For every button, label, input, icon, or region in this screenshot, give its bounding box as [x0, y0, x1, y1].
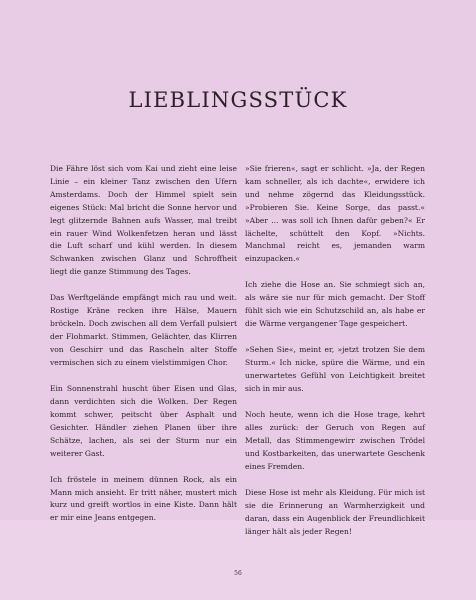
left-column: [50, 163, 237, 538]
paragraph: »Sehen Sie«, meint er, »jetzt trotzen Sie dem Sturm.« Ich nicke, spüre die Wärme, und ein unerwartetes Gefühl von Leichtigkeit breitet sich in mir aus.: [245, 345, 425, 393]
paragraph: Ein Sonnenstrahl huscht über Eisen und Glas, dann verdichten sich die Wolken. Der Regen kommt schwer, peitscht über Asphalt und Gesichter. Händler ziehen Planen über ihre Schätze, lachen, als sei der Sturm nur ein weiterer Gast.: [50, 383, 237, 458]
paragraph: Diese Hose ist mehr als Kleidung. Für mich ist sie die Erinnerung an Warmherzigkeit und daran, dass ein Augenblick der Freundlichkeit länger hält als jeder Regen!: [245, 487, 425, 536]
paragraph: Noch heute, wenn ich die Hose trage, kehrt alles zurück: der Geruch von Regen auf Metall, das Stimmengewirr zwischen Trödel und Kostbarkeiten, das unerwartete Geschenk eines Fremden.: [245, 410, 425, 471]
right-column: [245, 163, 425, 552]
paragraph: Ich fröstele in meinem dünnen Rock, als ein Mann mich ansieht. Er tritt näher, mustert mich kurz und greift wortlos in eine Kiste. Dann hält er mir eine Jeans entgegen.: [50, 474, 237, 523]
paragraph: »Sie frieren«, sagt er schlicht. »Ja, der Regen kam schneller, als ich dachte«, erwidere ich und nehme zögernd das Kleidungsstück. »Probieren Sie. Keine Sorge, das passt.« »Aber ... was soll ich Ihnen dafür geben?« Er lächelte, schüttelt den Kopf. »Nichts. Manchmal reicht es, jemanden warm einzupacken.«: [245, 164, 425, 264]
page-title: LIEBLINGSSTÜCK: [128, 88, 348, 112]
paragraph: Die Fähre löst sich vom Kai und zieht eine leise Linie – ein kleiner Tanz zwischen den Ufern Amsterdams. Doch der Himmel spielt sein eigenes Stück: Mal bricht die Sonne hervor und legt glitzernde Bahnen aufs Wasser, mal treibt ein rauer Wind Wolkenfetzen heran und lässt die Luft scharf und kühl werden. In diesem Schwanken zwischen Glanz und Schroffheit liegt die ganze Stimmung des Tages.: [50, 164, 237, 277]
paragraph: Das Werftgelände empfängt mich rau und weit. Rostige Kräne recken ihre Hälse, Mauern bröckeln. Doch zwischen all dem Verfall pulsiert der Flohmarkt. Stimmen, Gelächter, das Klirren von Geschirr und das Rascheln alter Stoffe vermischen sich zu einem vielstimmigen Chor.: [50, 293, 237, 367]
paragraph: Ich ziehe die Hose an. Sie schmiegt sich an, als wäre sie nur für mich gemacht. Der Stoff fühlt sich wie ein Schutzschild an, als habe er die Wärme vergangener Tage gespeichert.: [245, 280, 425, 329]
page-number: 56: [234, 570, 242, 577]
